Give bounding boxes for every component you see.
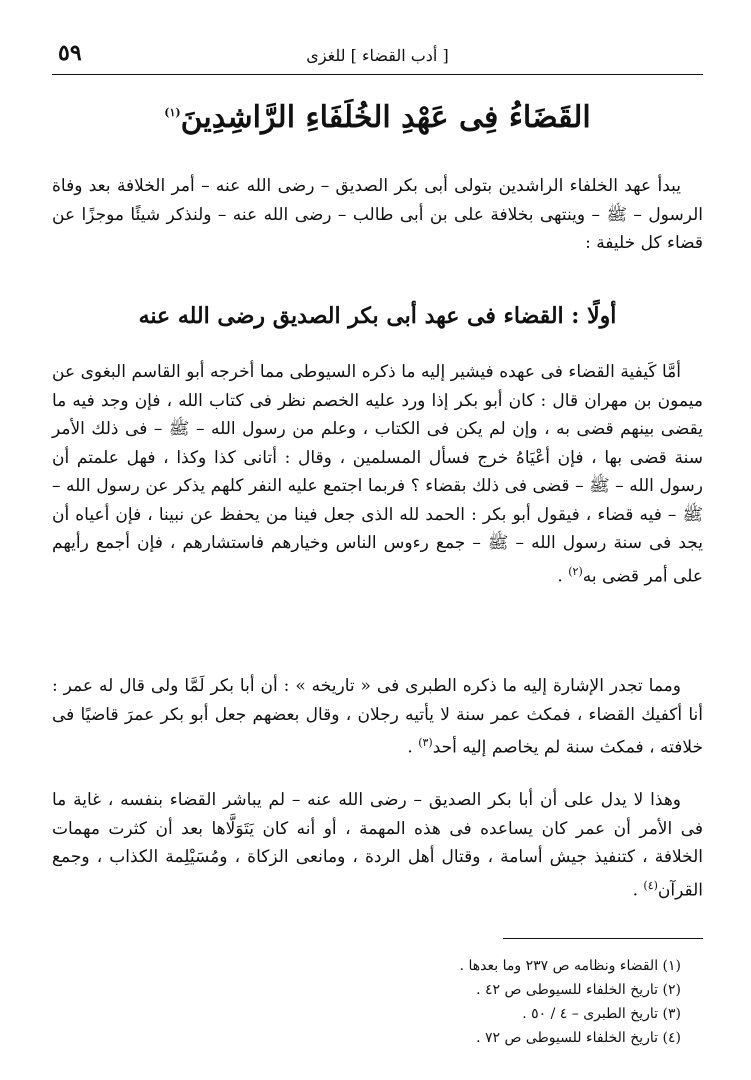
paragraph-2-footnote-ref: (٣) — [418, 736, 433, 749]
footnote-1: (١) القضاء ونظامه ص ٢٣٧ وما بعدها . — [459, 958, 681, 974]
footnote-2: (٢) تاريخ الخلفاء للسيوطى ص ٤٢ . — [476, 982, 681, 998]
paragraph-1-text: أمَّا كَيفية القضاء فى عهده فيشير إليه ما ذكره السيوطى مما أخرجه أبو القاسم البغوى عن ميمون بن مهران قال : كان أبو بكر إذا ورد عليه الخصم نظر فى كتاب الله ، فإن وجد فيه ما يقضى بينهم قضى به ، وإن لم يكن فى الكتاب ، وعلم من رسول الله – ﷺ – فى ذلك الأمر سنة قضى بها ، فإن أعْيَاهُ خرج فسأل المسلمين ، وقال : أتانى كذا وكذا ، فهل علمتم أن رسول الله – ﷺ – قضى فى ذلك بقضاء ؟ فربما اجتمع عليه النفر كلهم يذكر عن رسول الله – ﷺ – فيه قضاء ، فيقول أبو بكر : الحمد لله الذى جعل فينا من يحفظ عن نبينا ، فإن أعياه أن يجد فى سنة رسول الله – ﷺ – جمع رءوس الناس وخيارهم فاستشارهم ، فإن أجمع رأيهم على أمر قضى به — [52, 362, 703, 587]
page-number: ٥٩ — [58, 40, 82, 66]
paragraph-2-text: ومما تجدر الإشارة إليه ما ذكره الطبرى فى « تاريخه » : أن أبا بكر لَمَّا ولى قال له عمر : أنا أكفيك القضاء ، فمكث عمر سنة لا يأتيه رجلان ، وقال بعضهم جعل أبو بكر عمرَ قاضيًا فى خلافته ، فمكث سنة لم يخاصم إليه أحد — [52, 676, 703, 758]
chapter-footnote-ref: (١) — [164, 106, 181, 119]
intro-paragraph — [52, 172, 703, 258]
paragraph-1 — [52, 358, 703, 591]
paragraph-3-end: . — [632, 880, 644, 901]
paragraph-2 — [52, 672, 703, 762]
footnote-rule — [503, 938, 703, 939]
chapter-title-text: القَضَاءُ فِى عَهْدِ الخُلَفَاءِ الرَّاشِدِينَ — [180, 100, 591, 135]
chapter-title — [52, 88, 703, 143]
section-title: أولًا : القضاء فى عهد أبى بكر الصديق رضى الله عنه — [138, 303, 617, 329]
footnote-3: (٣) تاريخ الطبرى – ٤ / ٥٠ . — [522, 1006, 681, 1022]
paragraph-1-footnote-ref: (٢) — [568, 564, 583, 578]
paragraph-3 — [52, 786, 703, 905]
header-rule — [52, 74, 703, 75]
intro-text: يبدأ عهد الخلفاء الراشدين بتولى أبى بكر الصديق – رضى الله عنه – أمر الخلافة بعد وفاة الرسول – ﷺ – وينتهى بخلافة على بن أبى طالب – رضى الله عنه – ولنذكر شيئًا موجزًا عن قضاء كل خليفة : — [52, 176, 703, 253]
paragraph-3-footnote-ref: (٤) — [643, 878, 658, 892]
running-title: [ أدب القضاء ] للغزى — [306, 46, 449, 65]
footnote-4: (٤) تاريخ الخلفاء للسيوطى ص ٧٢ . — [476, 1030, 681, 1046]
paragraph-2-end: . — [407, 737, 419, 758]
footnotes — [52, 954, 703, 1050]
page-header — [52, 40, 703, 72]
paragraph-3-text: وهذا لا يدل على أن أبا بكر الصديق – رضى الله عنه – لم يباشر القضاء بنفسه ، غاية ما فى الأمر أن عمر كان يساعده فى هذه المهمة ، أو أنه كان يَتَوَلَّاها بعد أن كثرت مهمات الخلافة ، كتنفيذ جيش أسامة ، وقتال أهل الردة ، ومانعى الزكاة ، ومُسَيْلِمة الكذاب ، وجمع القرآن — [52, 790, 703, 901]
paragraph-1-end: . — [557, 566, 569, 587]
